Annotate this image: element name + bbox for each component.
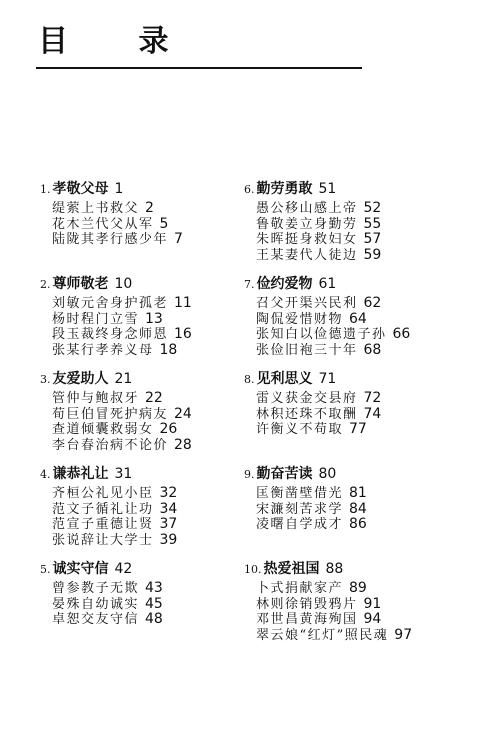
toc-entry[interactable] (52, 420, 192, 436)
section-heading[interactable] (40, 177, 192, 199)
entry-title: 荀巨伯冒死护病友 (52, 406, 169, 422)
section-number: 1. (40, 183, 51, 196)
toc-entry[interactable] (256, 515, 412, 531)
entry-list (40, 389, 192, 451)
toc-section (40, 557, 192, 652)
entry-page-number: 18 (159, 341, 178, 358)
entry-page-number: 28 (174, 436, 192, 453)
entry-page-number: 22 (145, 390, 163, 406)
entry-title: 段玉裁终身念师恩 (52, 327, 169, 342)
section-page-number: 10 (114, 276, 133, 292)
entry-page-number: 68 (363, 341, 382, 358)
entry-page-number: 84 (349, 500, 367, 517)
toc-entry[interactable] (256, 484, 412, 500)
section-number: 8. (244, 373, 255, 386)
toc-entry[interactable] (52, 436, 192, 452)
toc-entry[interactable] (256, 389, 412, 405)
toc-entry[interactable] (52, 610, 192, 626)
toc-entry[interactable] (52, 215, 192, 231)
section-title: 俭约爱物 (256, 276, 313, 292)
entry-title: 花木兰代父从军 (52, 216, 154, 232)
entry-page-number: 39 (159, 531, 178, 548)
section-number: 5. (40, 563, 51, 576)
entry-page-number: 43 (145, 580, 163, 596)
entry-page-number: 59 (363, 246, 382, 263)
section-number: 4. (40, 468, 51, 481)
section-title: 勤劳勇敢 (256, 181, 313, 197)
entry-list (40, 484, 192, 546)
entry-title: 鲁敬姜立身勤劳 (256, 216, 358, 232)
section-heading[interactable] (244, 462, 412, 484)
toc-entry[interactable] (52, 325, 192, 341)
entry-title: 林则徐销毁鸦片 (256, 596, 358, 612)
entry-list (40, 579, 192, 626)
section-page-number: 71 (318, 371, 337, 387)
section-heading[interactable] (244, 367, 412, 389)
section-heading[interactable] (244, 177, 412, 199)
entry-page-number: 62 (363, 295, 382, 311)
entry-page-number: 48 (145, 611, 163, 627)
toc-entry[interactable] (52, 595, 192, 611)
section-number: 2. (40, 278, 51, 291)
entry-page-number: 11 (174, 295, 192, 311)
section-page-number: 51 (318, 181, 337, 197)
entry-title: 晏殊自幼诚实 (52, 596, 140, 612)
toc-entry[interactable] (256, 500, 412, 516)
section-title: 尊师敬老 (52, 276, 109, 292)
section-number: 3. (40, 373, 51, 386)
section-title: 热爱祖国 (263, 561, 320, 577)
entry-title: 张某行孝养义母 (52, 342, 154, 358)
entry-page-number: 94 (363, 611, 382, 627)
entry-list (40, 294, 192, 356)
entry-title: 陶侃爱惜财物 (256, 311, 344, 327)
entry-page-number: 34 (159, 500, 178, 517)
toc-entry[interactable] (52, 484, 192, 500)
entry-list (244, 484, 412, 531)
toc-entry[interactable] (256, 199, 412, 215)
toc-left-column (40, 177, 192, 652)
page-title: 目 录 (38, 24, 199, 59)
toc-entry[interactable] (256, 230, 412, 246)
entry-page-number: 52 (363, 200, 382, 216)
entry-page-number: 5 (159, 215, 169, 232)
toc-right-column (244, 177, 412, 652)
section-heading[interactable] (244, 272, 412, 294)
toc-section (40, 177, 192, 272)
toc-section (244, 462, 412, 557)
entry-page-number: 24 (174, 405, 192, 422)
section-title: 孝敬父母 (52, 181, 109, 197)
entry-title: 查道倾囊救弱女 (52, 422, 154, 437)
section-title: 勤奋苦读 (256, 466, 313, 482)
toc-entry[interactable] (52, 294, 192, 310)
entry-title: 刘敏元舍身护孤老 (52, 296, 169, 311)
section-page-number: 42 (114, 561, 133, 577)
entry-title: 卓恕交友守信 (52, 612, 140, 627)
entry-title: 王某妻代人徒边 (256, 247, 358, 263)
entry-title: 匡衡凿壁借光 (256, 486, 344, 501)
section-title: 见利思义 (256, 371, 313, 387)
entry-title: 凌曙自学成才 (256, 517, 344, 532)
entry-page-number: 7 (174, 231, 183, 247)
entry-page-number: 81 (349, 485, 367, 501)
entry-page-number: 57 (363, 231, 382, 247)
toc-section (40, 367, 192, 462)
entry-page-number: 74 (363, 405, 382, 422)
entry-title: 管仲与鲍叔牙 (52, 391, 140, 406)
toc-section (244, 177, 412, 272)
entry-page-number: 37 (159, 516, 178, 532)
section-heading[interactable] (40, 272, 192, 294)
section-heading[interactable] (40, 367, 192, 389)
toc-entry[interactable] (52, 405, 192, 421)
toc-entry[interactable] (52, 531, 192, 547)
section-heading[interactable] (244, 557, 412, 579)
toc-entry[interactable] (256, 294, 412, 310)
entry-list (244, 199, 412, 261)
entry-page-number: 72 (363, 390, 382, 406)
entry-title: 张说辞让大学士 (52, 532, 154, 548)
toc-entry[interactable] (52, 579, 192, 595)
entry-title: 范宣子重德让贤 (52, 517, 154, 532)
section-title: 友爱助人 (52, 371, 109, 387)
section-page-number: 88 (325, 561, 344, 577)
entry-title: 李台春治病不论价 (52, 437, 169, 453)
toc-section (40, 272, 192, 367)
section-title: 谦恭礼让 (52, 466, 109, 482)
toc-entry[interactable] (256, 626, 412, 642)
entry-title: 杨时程门立雪 (52, 311, 140, 327)
section-number: 7. (244, 278, 255, 291)
entry-page-number: 77 (349, 421, 367, 437)
toc-section (40, 462, 192, 557)
entry-title: 张俭旧袍三十年 (256, 342, 358, 358)
entry-page-number: 13 (145, 310, 163, 327)
entry-page-number: 97 (394, 626, 413, 643)
entry-title: 愚公移山感上帝 (256, 201, 358, 216)
toc-section (244, 557, 412, 652)
entry-title: 朱晖挺身救妇女 (256, 232, 358, 247)
toc-entry[interactable] (52, 199, 192, 215)
toc-entry[interactable] (256, 420, 412, 436)
toc-entry[interactable] (256, 325, 412, 341)
entry-title: 范文子循礼让功 (52, 501, 154, 517)
section-number: 9. (244, 468, 255, 481)
section-page-number: 31 (114, 466, 133, 482)
toc-entry[interactable] (52, 500, 192, 516)
entry-title: 雷义获金交县府 (256, 391, 358, 406)
entry-title: 召父开渠兴民利 (256, 296, 358, 311)
section-page-number: 80 (318, 466, 337, 482)
section-number: 10. (244, 563, 262, 576)
entry-page-number: 26 (159, 421, 178, 437)
toc-entry[interactable] (256, 246, 412, 262)
section-heading[interactable] (40, 557, 192, 579)
section-number: 6. (244, 183, 255, 196)
entry-page-number: 55 (363, 215, 382, 232)
section-title: 诚实守信 (52, 561, 109, 577)
entry-title: 陆陇其孝行感少年 (52, 232, 169, 247)
entry-page-number: 2 (145, 200, 154, 216)
entry-page-number: 32 (159, 485, 178, 501)
entry-title: 曾参教子无欺 (52, 581, 140, 596)
entry-list (244, 389, 412, 436)
toc-entry[interactable] (52, 341, 192, 357)
toc-entry[interactable] (52, 310, 192, 326)
section-page-number: 21 (114, 371, 133, 387)
toc-section (244, 272, 412, 367)
toc-entry[interactable] (256, 579, 412, 595)
entry-page-number: 86 (349, 516, 367, 532)
toc-entry[interactable] (256, 341, 412, 357)
entry-title: 邓世昌黄海殉国 (256, 612, 358, 627)
entry-list (40, 199, 192, 246)
entry-title: 卜式捐献家产 (256, 581, 344, 596)
toc-entry[interactable] (52, 515, 192, 531)
entry-title: 张知白以俭德遗子孙 (256, 327, 387, 342)
entry-title: 齐桓公礼见小臣 (52, 486, 154, 501)
entry-page-number: 64 (349, 310, 367, 327)
section-page-number: 1 (114, 181, 124, 197)
entry-title: 缇萦上书救父 (52, 201, 140, 216)
entry-list (244, 579, 412, 641)
entry-page-number: 45 (145, 595, 163, 612)
entry-page-number: 66 (392, 326, 411, 342)
entry-title: 宋濂刻苦求学 (256, 501, 344, 517)
toc-section (244, 367, 412, 462)
entry-title: 翠云娘“红灯”照民魂 (256, 627, 389, 643)
toc-entry[interactable] (256, 610, 412, 626)
entry-list (244, 294, 412, 356)
entry-page-number: 89 (349, 580, 367, 596)
entry-page-number: 16 (174, 326, 192, 342)
toc-entry[interactable] (52, 230, 192, 246)
toc-entry[interactable] (256, 215, 412, 231)
section-page-number: 61 (318, 276, 337, 292)
title-divider (36, 67, 362, 69)
toc-entry[interactable] (256, 405, 412, 421)
toc-entry[interactable] (52, 389, 192, 405)
entry-title: 林积还珠不取酬 (256, 406, 358, 422)
toc-entry[interactable] (256, 595, 412, 611)
entry-page-number: 91 (363, 595, 382, 612)
entry-title: 许衡义不苟取 (256, 422, 344, 437)
toc-entry[interactable] (256, 310, 412, 326)
section-heading[interactable] (40, 462, 192, 484)
